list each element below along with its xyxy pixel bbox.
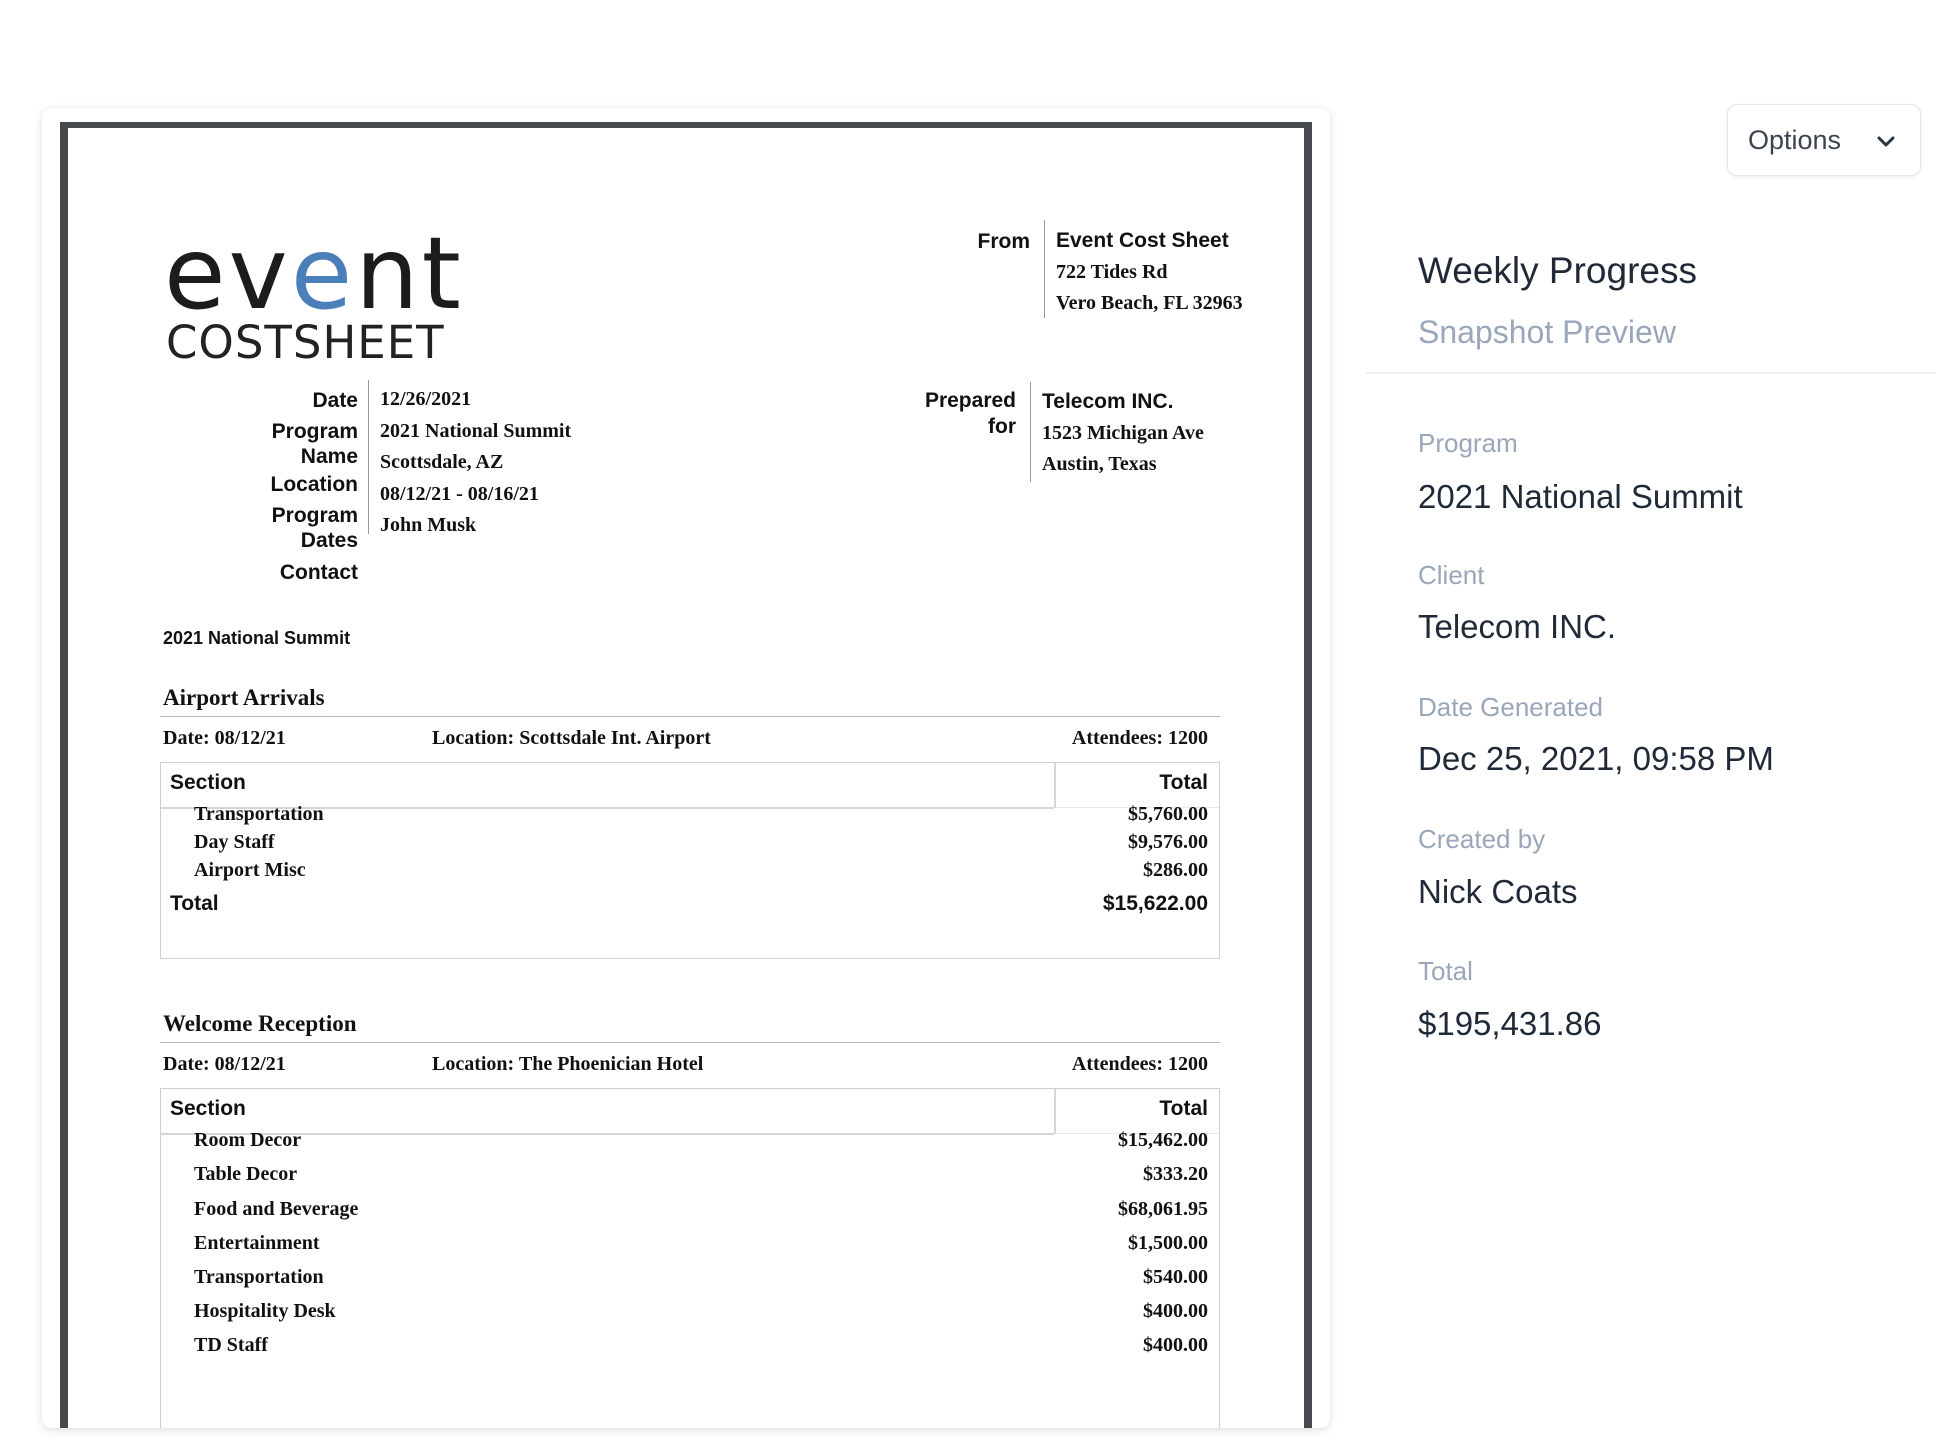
options-label: Options (1748, 124, 1842, 155)
program-dates-value: 08/12/21 - 08/16/21 (380, 482, 539, 505)
date-value: 12/26/2021 (380, 388, 472, 410)
logo-text-end: nt (355, 215, 464, 332)
field-value-date-generated: Dec 25, 2021, 09:58 PM (1418, 740, 1774, 777)
client-company: Telecom INC. (1042, 390, 1174, 413)
cost-row-amount: $400.00 (1143, 1300, 1208, 1322)
cost-row-label: Table Decor (194, 1163, 298, 1185)
prepared-label-line1: Prepared (924, 389, 1016, 412)
section-total-value: $15,622.00 (1102, 892, 1208, 915)
section-title-airport-arrivals: Airport Arrivals (163, 685, 325, 710)
cost-row-label: Airport Misc (194, 859, 306, 881)
from-city: Vero Beach, FL 32963 (1056, 292, 1243, 314)
panel-subtitle: Snapshot Preview (1418, 314, 1676, 350)
info-divider (368, 380, 369, 534)
cost-row-amount: $1,500.00 (1128, 1232, 1208, 1254)
cost-row-amount: $15,462.00 (1118, 1129, 1208, 1151)
cost-row-label: Transportation (194, 1266, 324, 1288)
contact-label: Contact (279, 561, 358, 584)
cost-row-label: TD Staff (194, 1334, 268, 1356)
program-dates-label-2: Dates (300, 529, 358, 552)
section-location: Location: The Phoenician Hotel (432, 1053, 704, 1075)
contact-value: John Musk (380, 514, 477, 536)
location-label: Location (270, 473, 358, 496)
from-address (1056, 225, 1243, 320)
column-header-section: Section (170, 1097, 246, 1120)
panel-title: Weekly Progress (1418, 250, 1697, 291)
field-value-created-by: Nick Coats (1418, 873, 1578, 910)
column-header-total: Total (1159, 1097, 1208, 1120)
options-dropdown-button[interactable] (1727, 104, 1921, 176)
logo-text: ev (164, 215, 291, 332)
table-header-divider (1054, 1089, 1056, 1134)
cost-row-amount: $400.00 (1143, 1334, 1208, 1356)
table-header-divider (1054, 763, 1056, 808)
field-value-program: 2021 National Summit (1418, 478, 1743, 515)
cost-row-label: Food and Beverage (194, 1198, 359, 1220)
prepared-label-line2: for (988, 415, 1016, 438)
chevron-down-icon (1874, 129, 1898, 153)
logo-subtitle: COSTSHEET (166, 316, 445, 369)
section-total-label: Total (170, 892, 219, 915)
from-label: From (977, 230, 1030, 253)
field-label-created-by: Created by (1418, 824, 1546, 854)
section-attendees: Attendees: 1200 (1071, 1053, 1208, 1075)
field-value-total: $195,431.86 (1418, 1005, 1602, 1042)
date-label: Date (312, 389, 358, 412)
column-header-section: Section (170, 771, 246, 794)
cost-row-amount: $68,061.95 (1118, 1198, 1208, 1220)
prepared-for-label (888, 388, 1016, 440)
document-frame (60, 122, 1312, 1428)
section-rule (160, 1042, 1220, 1043)
field-value-client: Telecom INC. (1418, 608, 1617, 645)
program-name-value: 2021 National Summit (380, 419, 572, 442)
program-dates-label-1: Program (271, 504, 358, 527)
cost-row-amount: $333.20 (1143, 1163, 1208, 1185)
section-date: Date: 08/12/21 (163, 1053, 286, 1075)
section-title-welcome-reception: Welcome Reception (163, 1011, 357, 1036)
field-label-client: Client (1418, 560, 1485, 590)
section-location: Location: Scottsdale Int. Airport (432, 727, 711, 749)
cost-row-amount: $540.00 (1143, 1266, 1208, 1288)
client-city: Austin, Texas (1042, 453, 1157, 475)
cost-row-amount: $5,760.00 (1128, 803, 1208, 825)
field-label-total: Total (1418, 956, 1473, 986)
client-street: 1523 Michigan Ave (1042, 421, 1204, 444)
prepared-for-address (1042, 386, 1204, 481)
from-street: 722 Tides Rd (1056, 260, 1168, 283)
cost-row-amount: $9,576.00 (1128, 831, 1208, 853)
company-logo (164, 215, 464, 332)
document-page (68, 128, 1304, 1428)
from-company: Event Cost Sheet (1056, 229, 1229, 252)
field-label-program: Program (1418, 428, 1518, 458)
field-label-date-generated: Date Generated (1418, 692, 1604, 722)
column-header-total: Total (1159, 771, 1208, 794)
program-heading: 2021 National Summit (163, 628, 351, 648)
program-name-label-1: Program (271, 420, 358, 443)
cost-row-amount: $286.00 (1143, 859, 1208, 881)
program-info-values (380, 384, 571, 542)
panel-divider (1366, 372, 1936, 374)
cost-row-label: Room Decor (194, 1129, 302, 1151)
cost-row-label: Entertainment (194, 1232, 320, 1254)
cost-row-label: Hospitality Desk (194, 1300, 336, 1322)
section-attendees: Attendees: 1200 (1071, 727, 1208, 749)
section-rule (160, 716, 1220, 717)
prepared-for-divider (1030, 382, 1031, 482)
cost-row-label: Transportation (194, 803, 324, 825)
cost-row-label: Day Staff (194, 831, 275, 853)
from-divider (1044, 220, 1045, 318)
section-date: Date: 08/12/21 (163, 727, 286, 749)
logo-accent-letter: e (290, 215, 356, 332)
location-value: Scottsdale, AZ (380, 451, 504, 473)
snapshot-preview-card (42, 108, 1330, 1428)
program-name-label-2: Name (300, 445, 358, 468)
